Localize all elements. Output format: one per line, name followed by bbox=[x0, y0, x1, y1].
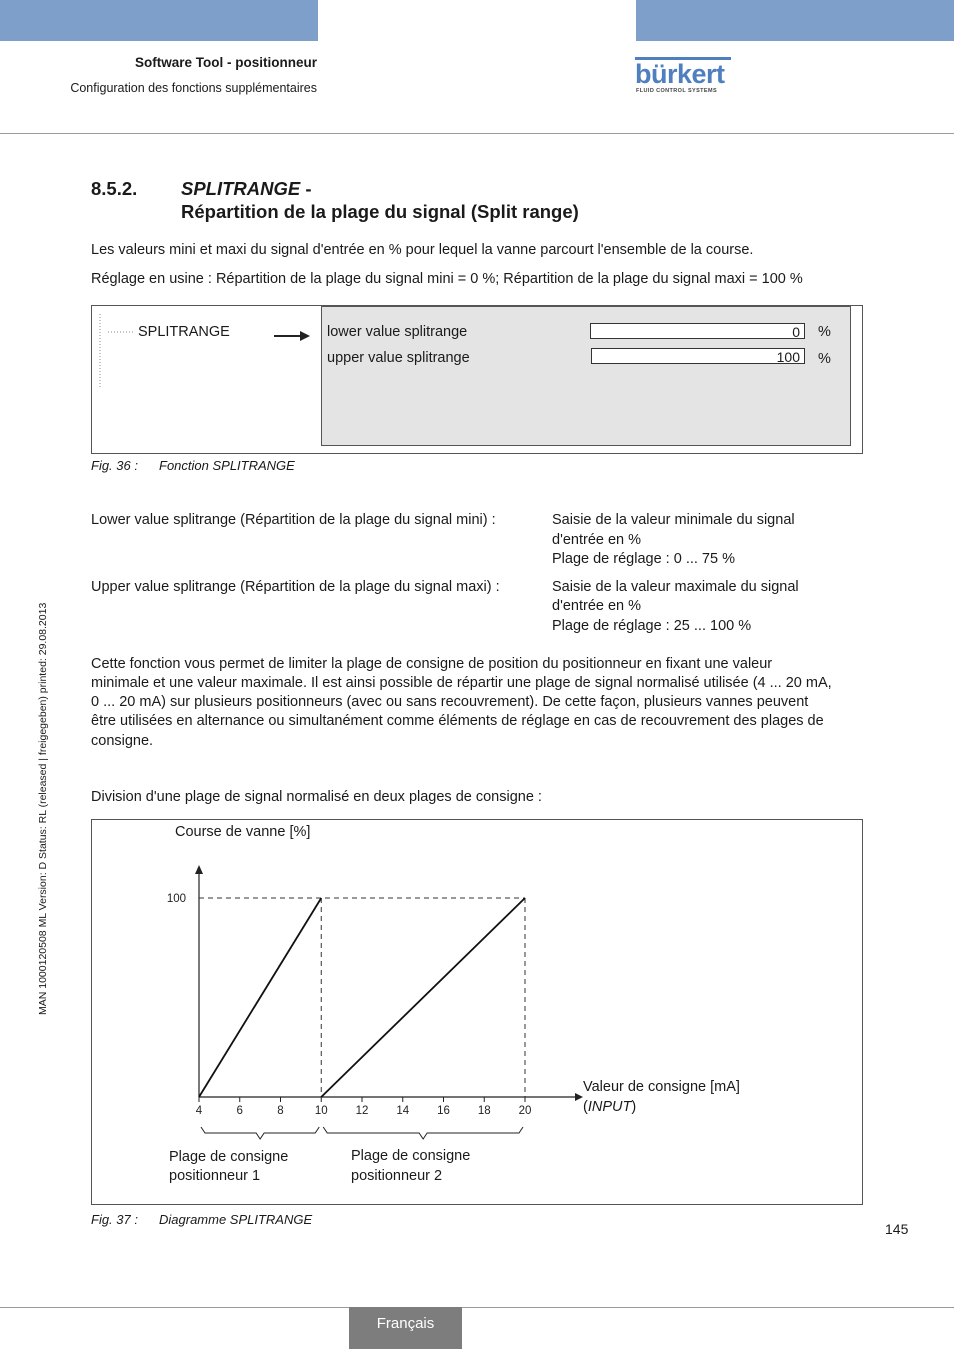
range-1-label-2: positionneur 1 bbox=[169, 1168, 261, 1184]
range-brace-2 bbox=[323, 1127, 523, 1139]
series-line-1 bbox=[199, 898, 321, 1097]
menu-tree-lines bbox=[96, 312, 136, 392]
lower-value-label: lower value splitrange bbox=[327, 324, 468, 340]
chart-xlabel-line1: Valeur de consigne [mA] bbox=[583, 1079, 740, 1095]
menu-item-splitrange: SPLITRANGE bbox=[138, 324, 230, 340]
param-upper-desc-1: Saisie de la valeur maximale du signal bbox=[552, 579, 799, 595]
range-2-label-1: Plage de consigne bbox=[351, 1148, 471, 1164]
body-line-4: être utilisées en alternance ou simultanément comme éléments de réglage en cas de recouvrement des plages de bbox=[91, 713, 824, 729]
language-tab: Français bbox=[349, 1307, 462, 1349]
chart-xlabel-line2: (INPUT) bbox=[583, 1099, 637, 1115]
x-tick-label: 12 bbox=[355, 1105, 369, 1117]
range-brace-1 bbox=[201, 1127, 319, 1139]
y-axis-arrow bbox=[195, 865, 203, 874]
upper-value-label: upper value splitrange bbox=[327, 350, 470, 366]
page-number: 145 bbox=[885, 1221, 909, 1237]
x-tick-label: 6 bbox=[236, 1105, 243, 1117]
lower-value-unit: % bbox=[818, 324, 831, 340]
param-lower-desc-2: d'entrée en % bbox=[552, 532, 642, 548]
x-tick-label: 20 bbox=[518, 1105, 532, 1117]
section-title-line1 bbox=[181, 178, 312, 200]
param-upper-term: Upper value splitrange (Répartition de la plage du signal maxi) : bbox=[91, 579, 500, 595]
range-1-label-1: Plage de consigne bbox=[169, 1149, 289, 1165]
upper-value-field[interactable]: 100 bbox=[591, 348, 805, 364]
division-text: Division d'une plage de signal normalisé en deux plages de consigne : bbox=[91, 789, 542, 805]
header-band-left bbox=[0, 0, 318, 41]
figure-36-caption-number: Fig. 36 : bbox=[91, 458, 138, 473]
chart-ylabel: Course de vanne [%] bbox=[175, 824, 311, 840]
lower-value-field[interactable]: 0 bbox=[590, 323, 805, 339]
figure-36-caption-text: Fonction SPLITRANGE bbox=[159, 458, 295, 473]
figure-37-caption-text: Diagramme SPLITRANGE bbox=[159, 1212, 313, 1227]
section-title-keyword: SPLITRANGE bbox=[181, 178, 301, 199]
header-divider bbox=[0, 133, 954, 134]
header-band-right bbox=[636, 0, 954, 41]
chart-xlabel-input: INPUT bbox=[587, 1099, 632, 1115]
header-title: Software Tool - positionneur bbox=[135, 55, 317, 70]
logo-text: bürkert bbox=[635, 59, 725, 89]
intro-paragraph-2: Réglage en usine : Répartition de la plage du signal mini = 0 %; Répartition de la plage du signal maxi = 100 % bbox=[91, 271, 803, 287]
upper-value-unit: % bbox=[818, 351, 831, 367]
section-title-line2: Répartition de la plage du signal (Split range) bbox=[181, 201, 579, 222]
body-line-5: consigne. bbox=[91, 733, 154, 749]
x-tick-label: 18 bbox=[477, 1105, 491, 1117]
series-line-2 bbox=[321, 898, 525, 1097]
figure-37-caption-number: Fig. 37 : bbox=[91, 1212, 138, 1227]
body-line-2: minimale et une valeur maximale. Il est ainsi possible de répartir une plage de signal normalisé utilisée (4 ... 20 mA, bbox=[91, 675, 832, 691]
arrow-right-icon bbox=[272, 329, 312, 343]
footer-divider bbox=[0, 1307, 954, 1308]
section-number: 8.5.2. bbox=[91, 178, 138, 199]
param-lower-desc-3: Plage de réglage : 0 ... 75 % bbox=[552, 551, 735, 567]
param-upper-desc-3: Plage de réglage : 25 ... 100 % bbox=[552, 618, 752, 634]
burkert-logo bbox=[635, 57, 745, 97]
x-tick-label: 10 bbox=[314, 1105, 328, 1117]
x-tick-label: 4 bbox=[195, 1105, 203, 1117]
range-2-label-2: positionneur 2 bbox=[351, 1168, 443, 1184]
param-upper-desc-2: d'entrée en % bbox=[552, 598, 642, 614]
logo-tagline: FLUID CONTROL SYSTEMS bbox=[636, 88, 718, 94]
x-tick-label: 16 bbox=[437, 1105, 450, 1117]
x-axis-arrow bbox=[575, 1093, 583, 1101]
body-line-1: Cette fonction vous permet de limiter la plage de consigne de position du positionneur en fixant une valeur bbox=[91, 656, 773, 672]
section-title-dash: - bbox=[300, 178, 312, 199]
header-subtitle: Configuration des fonctions supplémentaires bbox=[70, 81, 317, 95]
x-tick-label: 8 bbox=[277, 1105, 284, 1117]
x-tick-label: 14 bbox=[396, 1105, 410, 1117]
y-tick-label: 100 bbox=[166, 893, 186, 905]
param-lower-term: Lower value splitrange (Répartition de la plage du signal mini) : bbox=[91, 512, 496, 528]
intro-paragraph-1: Les valeurs mini et maxi du signal d'entrée en % pour lequel la vanne parcourt l'ensemble de la course. bbox=[91, 242, 754, 258]
body-line-3: 0 ... 20 mA) sur plusieurs positionneurs (avec ou sans recouvrement). De cette façon, plusieurs vannes peuvent bbox=[91, 694, 809, 710]
document-status-sidebar: MAN 1000120508 ML Version: D Status: RL (released | freigegeben) printed: 29.08.2013 bbox=[37, 602, 49, 1015]
param-lower-desc-1: Saisie de la valeur minimale du signal bbox=[552, 512, 795, 528]
